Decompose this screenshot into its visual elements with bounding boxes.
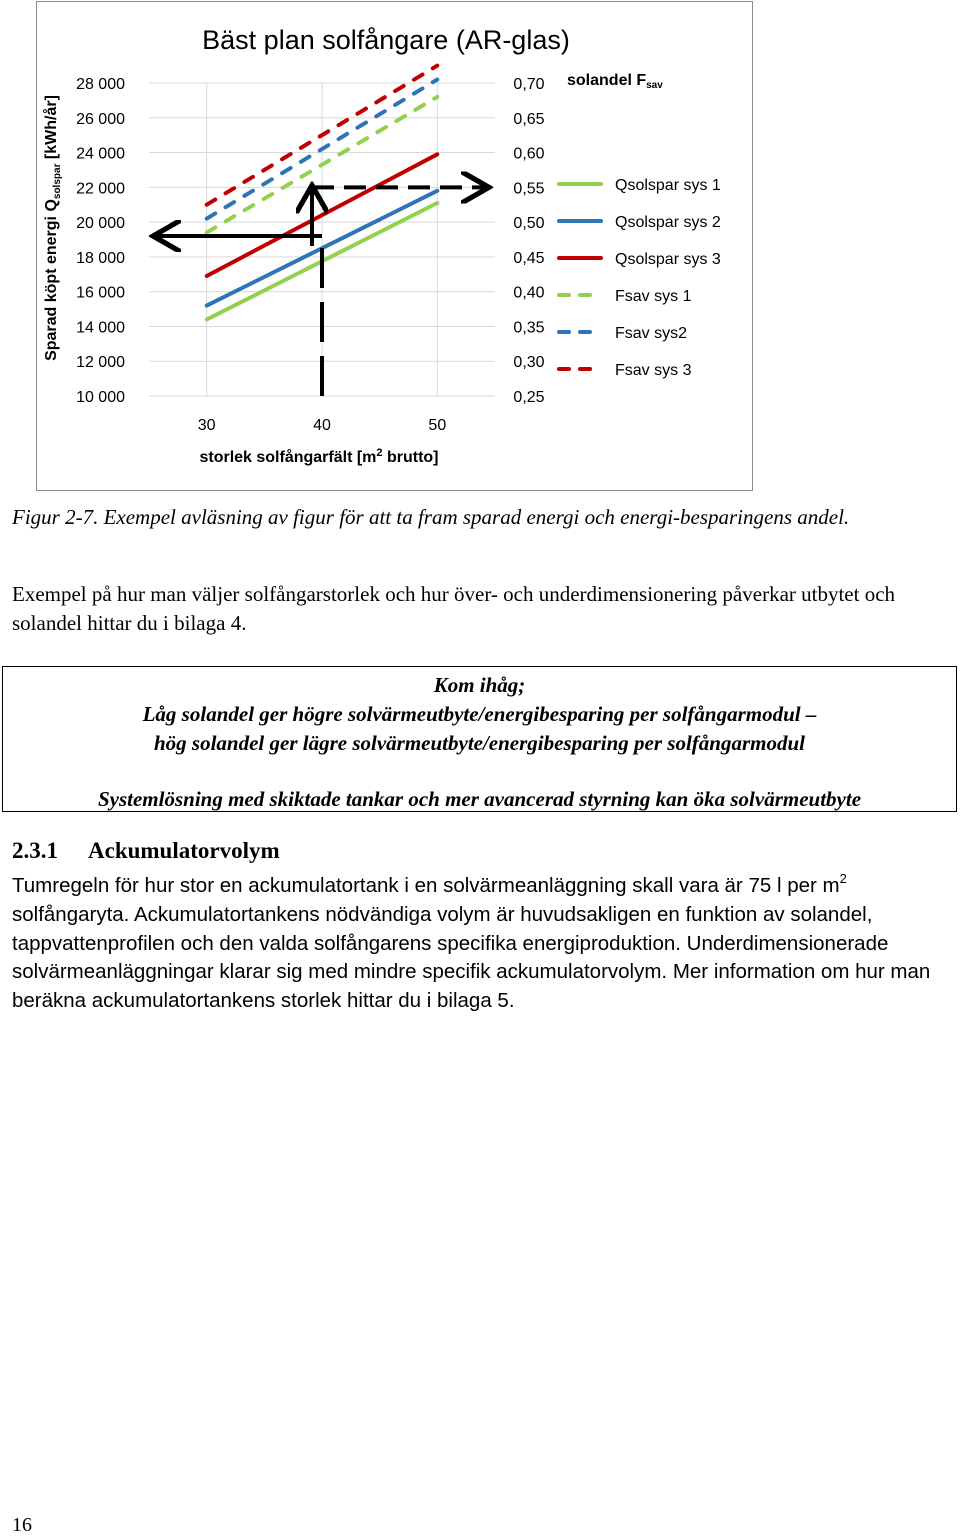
x-tick-label: 40 xyxy=(313,417,331,434)
paragraph-accumulator-part1: Tumregeln för hur stor en ackumulatortank i en solvärmeanläggning skall vara är 75 l per m xyxy=(12,874,840,897)
y2-tick-label: 0,25 xyxy=(513,389,545,406)
y2-tick-label: 0,50 xyxy=(513,215,545,233)
legend-label: Qsolspar sys 1 xyxy=(615,177,721,194)
y2-axis-ticks xyxy=(513,76,544,406)
y-tick-label: 22 000 xyxy=(76,180,125,198)
x-tick-label: 30 xyxy=(197,417,216,434)
section-number: 2.3.1 xyxy=(12,838,58,863)
y-tick-label: 20 000 xyxy=(76,215,125,233)
x-axis-ticks xyxy=(198,417,447,434)
y2-tick-label: 0,65 xyxy=(513,110,545,128)
y2-tick-label: 0,55 xyxy=(513,180,545,198)
y2-tick-label: 0,35 xyxy=(513,319,545,337)
paragraph-intro: Exempel på hur man väljer solfångarstorlek och hur över- och underdimensionering påverkar utbytet och solandel hittar du i bilaga 4. xyxy=(12,582,896,635)
x-axis-label: storlek solfångarfält [$m^2$ brutto] xyxy=(199,447,439,466)
y2-tick-label: 0,30 xyxy=(513,354,545,372)
y-tick-label: 26 000 xyxy=(76,110,125,128)
y-tick-label: 28 000 xyxy=(76,76,125,93)
y-tick-label: 10 000 xyxy=(76,389,125,406)
page-number: 16 xyxy=(12,1514,32,1536)
legend-label: Fsav sys 1 xyxy=(615,288,692,305)
paragraph-accumulator-part2: solfångaryta. Ackumulatortankens nödvändiga volym är huvudsakligen en funktion av solandel, tappvattenprofilen och den valda solfångarens specifika energiproduktion. Underdimensionerade solvärmeanläggningar klarar sig med mindre specifik ackumulatorvolym. Mer information om hur man beräkna ackumulatortankens storlek hittar du i bilaga 5. xyxy=(12,902,931,1013)
legend-label: Fsav sys2 xyxy=(615,325,688,342)
section-heading xyxy=(12,836,280,866)
legend-label: Qsolspar sys 3 xyxy=(615,251,721,268)
y-tick-label: 12 000 xyxy=(76,354,125,372)
legend-label: Qsolspar sys 2 xyxy=(615,214,721,231)
y2-tick-label: 0,45 xyxy=(513,249,545,267)
figure-caption: Figur 2-7. Exempel avläsning av figur för att ta fram sparad energi och energi-besparingens andel. xyxy=(12,505,850,529)
chart-grid xyxy=(149,83,495,396)
legend-label: Fsav sys 3 xyxy=(615,362,692,379)
chart-title: Bäst plan solfångare (AR-glas) xyxy=(202,25,570,55)
y-tick-label: 24 000 xyxy=(76,145,125,163)
remember-title: Kom ihåg; xyxy=(433,673,526,697)
paragraph-accumulator xyxy=(12,872,952,1016)
remember-line-3: Systemlösning med skiktade tankar och mer avancerad styrning kan öka solvärmeutbyte xyxy=(97,787,862,811)
y-axis-ticks xyxy=(76,76,125,406)
y2-axis-label: solandel Fsav xyxy=(567,72,663,91)
y-axis-label: Sparad köpt energi $Q_{solspar}$ [kWh/år] xyxy=(43,95,63,361)
chart-legend xyxy=(559,177,721,379)
y2-tick-label: 0,60 xyxy=(513,145,545,163)
y-tick-label: 14 000 xyxy=(76,319,125,337)
x-tick-label: 50 xyxy=(428,417,447,434)
remember-line-1: Låg solandel ger högre solvärmeutbyte/energibesparing per solfångarmodul – xyxy=(142,702,817,726)
y2-tick-label: 0,70 xyxy=(513,76,545,93)
y-tick-label: 18 000 xyxy=(76,249,125,267)
chart-frame xyxy=(36,1,753,491)
remember-box xyxy=(2,666,957,812)
remember-line-2: hög solandel ger lägre solvärmeutbyte/energibesparing per solfångarmodul xyxy=(153,731,806,755)
y2-tick-label: 0,40 xyxy=(513,284,545,302)
chart xyxy=(37,2,754,492)
section-title: Ackumulatorvolym xyxy=(88,838,280,863)
superscript-2: 2 xyxy=(839,871,847,886)
y-tick-label: 16 000 xyxy=(76,284,125,302)
